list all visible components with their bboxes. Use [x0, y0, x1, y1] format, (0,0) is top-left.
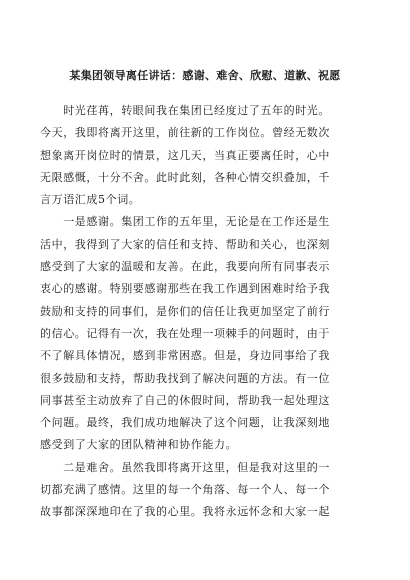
text-line: 衷心的感谢。特别要感谢那些在我工作遇到困难时给予我: [40, 282, 330, 296]
text-line: 很多鼓励和支持，帮助我找到了解决问题的方法。有一位: [40, 371, 330, 385]
text-line: 的信心。记得有一次，我在处理一项棘手的问题时，由于: [40, 326, 330, 340]
text-line: 切都充满了感情。这里的每一个角落、每一个人、每一个: [40, 483, 330, 497]
text-line: 无限感慨，十分不舍。此时此刻，各种心情交织叠加，千: [40, 170, 330, 184]
document-title: 某集团领导离任讲话：感谢、难舍、欣慰、道歉、祝愿: [69, 69, 341, 82]
text-line: 个问题。最终，我们成功地解决了这个问题，让我深刻地: [40, 416, 330, 430]
paragraph-reluctance: [40, 457, 370, 524]
text-line: 今天，我即将离开这里，前往新的工作岗位。曾经无数次: [40, 126, 330, 140]
text-line: 故事都深深地印在了我的心里。我将永远怀念和大家一起: [40, 505, 330, 519]
text-line: 同事甚至主动放弃了自己的休假时间，帮助我一起处理这: [40, 393, 330, 407]
text-line: 言万语汇成5个词。: [40, 193, 141, 207]
text-line: 活中，我得到了大家的信任和支持、帮助和关心，也深刻: [40, 237, 330, 251]
text-line: 不了解具体情况，感到非常困惑。但是，身边同事给了我: [40, 349, 330, 363]
text-line: 感受到了大家的团队精神和协作能力。: [40, 438, 238, 452]
paragraph-gratitude: [40, 211, 370, 456]
text-line: 鼓励和支持的同事们，是你们的信任让我更加坚定了前行: [40, 304, 330, 318]
text-line: 感受到了大家的温暖和友善。在此，我要向所有同事表示: [40, 260, 330, 274]
text-line: 想象离开岗位时的情景，这几天，当真正要离任时，心中: [40, 148, 330, 162]
text-line: 二是难舍。虽然我即将离开这里，但是我对这里的一: [40, 460, 330, 474]
document-body: [40, 100, 370, 524]
text-line: 时光荏苒，转眼间我在集团已经度过了五年的时光。: [40, 104, 330, 117]
text-line: 一是感谢。集团工作的五年里，无论是在工作还是生: [40, 215, 330, 229]
paragraph-intro: [40, 100, 370, 211]
